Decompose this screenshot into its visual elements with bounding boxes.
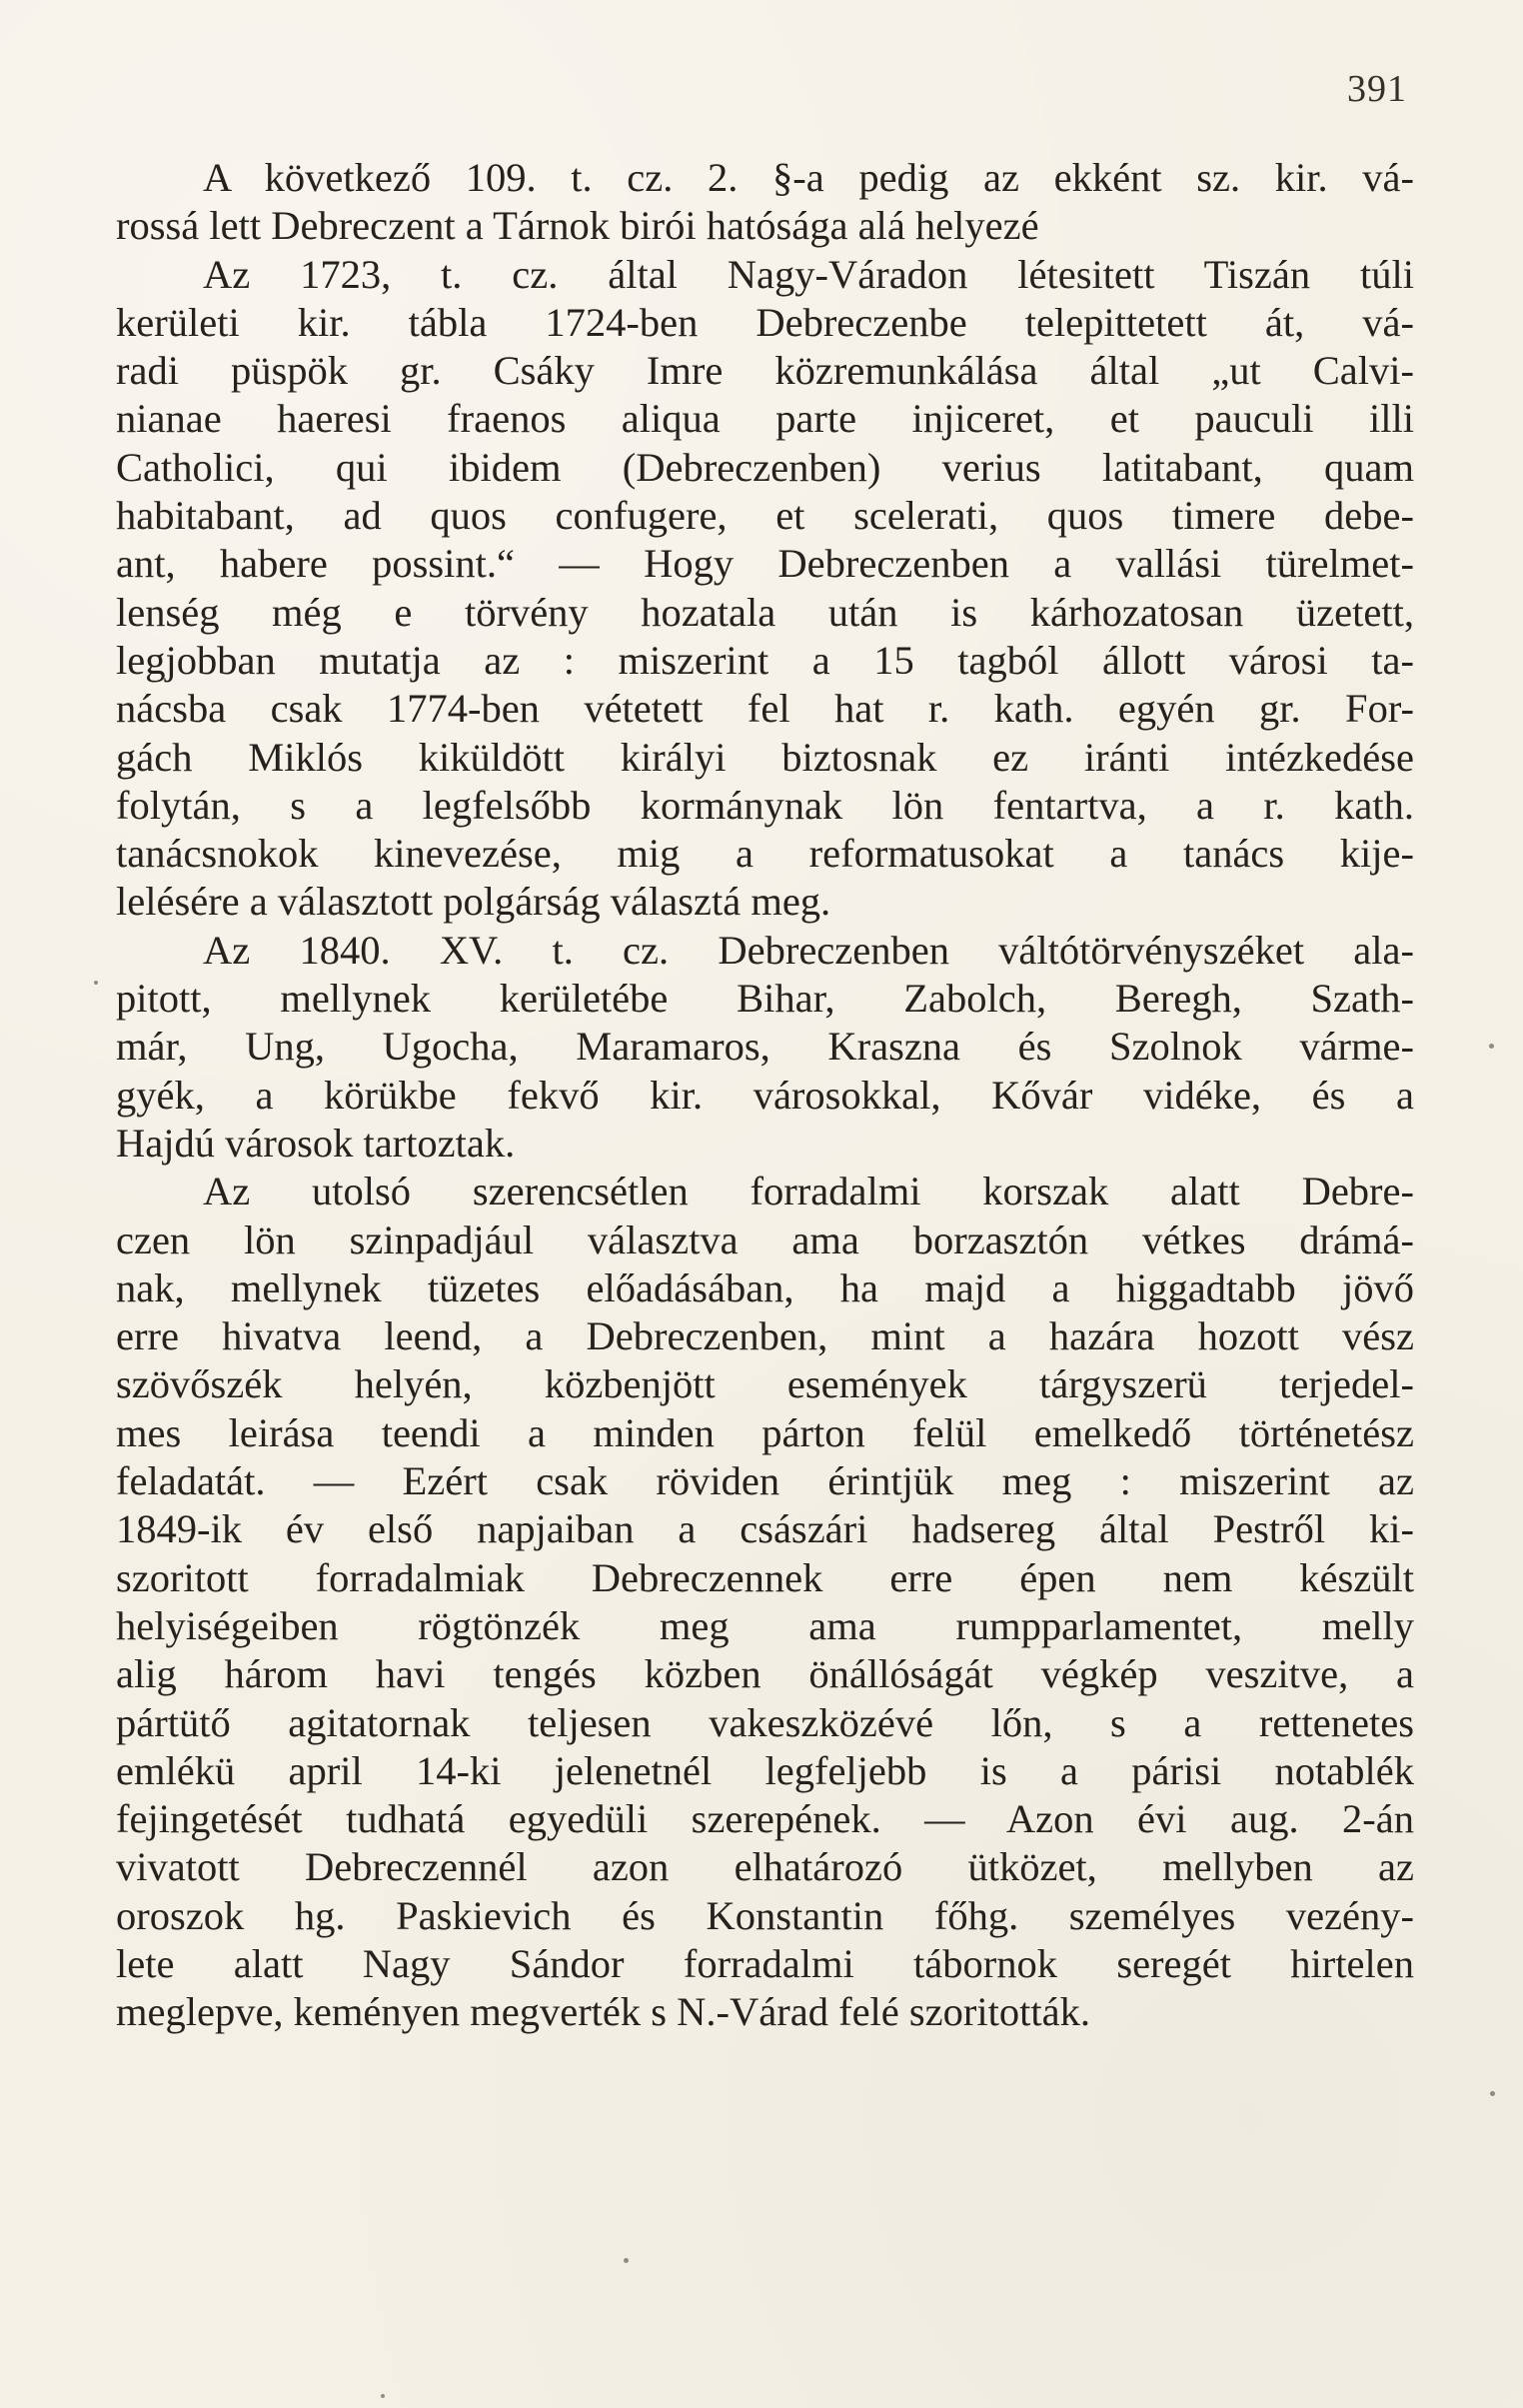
text-line: folytán, s a legfelsőbb kormánynak lön fentartva, a r. kath. xyxy=(116,782,1414,828)
text-line: nácsba csak 1774-ben vétetett fel hat r. kath. egyén gr. For- xyxy=(116,686,1414,732)
text-line: oroszok hg. Paskievich és Konstantin főhg. személyes vezény- xyxy=(116,1892,1414,1938)
text-line: habitabant, ad quos confugere, et scelerati, quos timere debe- xyxy=(116,493,1414,539)
text-line: már, Ung, Ugocha, Maramaros, Kraszna és Szolnok várme- xyxy=(116,1024,1414,1070)
text-line: Catholici, qui ibidem (Debreczenben) verius latitabant, quam xyxy=(116,444,1414,490)
text-line: nianae haeresi fraenos aliqua parte injiceret, et pauculi illi xyxy=(116,396,1414,442)
text-line: pártütő agitatornak teljesen vakeszközévé lőn, s a rettenetes xyxy=(116,1699,1414,1745)
text-line: pitott, mellynek kerületébe Bihar, Zabolch, Beregh, Szath- xyxy=(116,976,1414,1022)
text-line: feladatát. — Ezért csak röviden érintjük meg : miszerint az xyxy=(116,1458,1414,1504)
text-line: Az 1840. XV. t. cz. Debreczenben váltótörvényszéket ala- xyxy=(203,927,1414,973)
text-line: helyiségeiben rögtönzék meg ama rumpparlamentet, melly xyxy=(116,1602,1414,1648)
text-line: tanácsnokok kinevezése, mig a reformatusokat a tanács kije- xyxy=(116,831,1414,877)
text-line: alig három havi tengés közben önállóságát végkép veszitve, a xyxy=(116,1651,1414,1697)
text-line: meglepve, keményen megverték s N.-Várad felé szoritották. xyxy=(116,1989,1090,2035)
text-line: gách Miklós kiküldött királyi biztosnak ez iránti intézkedése xyxy=(116,734,1414,780)
ink-speck xyxy=(1489,1044,1494,1049)
text-line: A következő 109. t. cz. 2. §-a pedig az ekként sz. kir. vá- xyxy=(203,155,1414,200)
text-line: rossá lett Debreczent a Tárnok birói hatósága alá helyezé xyxy=(116,203,1039,249)
text-line: szövőszék helyén, közbenjött események tárgyszerü terjedel- xyxy=(116,1361,1414,1407)
text-line: lete alatt Nagy Sándor forradalmi tábornok seregét hirtelen xyxy=(116,1940,1414,1986)
text-line: emlékü april 14-ki jelenetnél legfeljebb is a párisi notablék xyxy=(116,1747,1414,1793)
text-line: radi püspök gr. Csáky Imre közremunkálása által „ut Calvi- xyxy=(116,348,1414,394)
page-number: 391 xyxy=(1347,68,1407,110)
text-line: mes leirása teendi a minden párton felül emelkedő történetész xyxy=(116,1409,1414,1455)
text-line: ant, habere possint.“ — Hogy Debreczenben a vallási türelmet- xyxy=(116,541,1414,587)
ink-speck xyxy=(1490,2091,1495,2096)
ink-speck xyxy=(624,2258,629,2263)
text-line: Az utolsó szerencsétlen forradalmi korszak alatt Debre- xyxy=(203,1169,1414,1214)
text-line: legjobban mutatja az : miszerint a 15 tagból állott városi ta- xyxy=(116,637,1414,683)
text-line: fejingetését tudhatá egyedüli szerepének. — Azon évi aug. 2-án xyxy=(116,1796,1414,1842)
text-line: lenség még e törvény hozatala után is kárhozatosan üzetett, xyxy=(116,589,1414,635)
text-line: lelésére a választott polgárság választá meg. xyxy=(116,879,831,925)
text-line: Az 1723, t. cz. által Nagy-Váradon létesitett Tiszán túli xyxy=(203,251,1414,297)
text-line: 1849-ik év első napjaiban a császári hadsereg által Pestről ki- xyxy=(116,1506,1414,1552)
text-line: gyék, a körükbe fekvő kir. városokkal, Kővár vidéke, és a xyxy=(116,1072,1414,1118)
text-line: kerületi kir. tábla 1724-ben Debreczenbe telepittetett át, vá- xyxy=(116,299,1414,345)
text-line: nak, mellynek tüzetes előadásában, ha majd a higgadtabb jövő xyxy=(116,1264,1414,1310)
text-line: Hajdú városok tartoztak. xyxy=(116,1120,516,1166)
text-line: vivatott Debreczennél azon elhatározó ütközet, mellyben az xyxy=(116,1844,1414,1890)
body-text xyxy=(116,154,1414,2037)
ink-speck xyxy=(381,2394,385,2398)
text-line: erre hivatva leend, a Debreczenben, mint a hazára hozott vész xyxy=(116,1313,1414,1359)
text-line: czen lön szinpadjául választva ama borzasztón vétkes drámá- xyxy=(116,1216,1414,1262)
ink-speck xyxy=(94,981,98,985)
text-line: szoritott forradalmiak Debreczennek erre épen nem készült xyxy=(116,1554,1414,1600)
